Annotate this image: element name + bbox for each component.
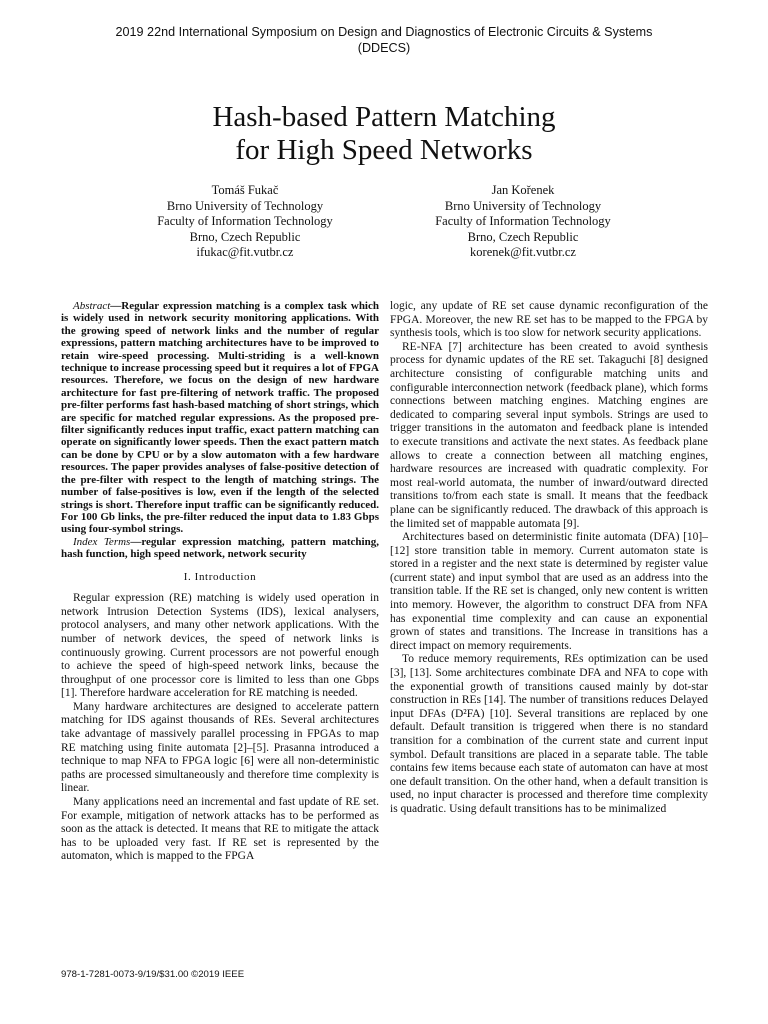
title-line-2: for High Speed Networks xyxy=(235,134,533,166)
author-university: Brno University of Technology xyxy=(166,199,324,214)
body-paragraph: Architectures based on deterministic finite automata (DFA) [10]–[12] store transition table in memory. Current automaton state is stored in a register and the next state is determined by register value (current state) and input symbol that are used as an address into the transition table. If the RE set is changed, only new content is written into memory. However, the algorithm to construct DFA from NFA has exponential time complexity and can cause an exponential grown of states and transitions. The Increase in transitions has a direct impact on memory requirements. xyxy=(390,531,708,652)
index-terms-text: —regular expression matching, pattern matching, hash function, high speed network, network security xyxy=(61,535,379,561)
conference-name: 2019 22nd International Symposium on Design and Diagnostics of Electronic Circuits & Systems xyxy=(115,25,653,39)
body-paragraph: To reduce memory requirements, REs optimization can be used [3], [13]. Some architectures combinate DFA and NFA to cope with the exponential growth of transitions caused mainly by dot-star construction in REs [14]. The number of transitions reduces Delayed input DFAs (D²FA) [10]. Several transitions are replaced by one default. Default transition is triggered when there is no standard transition for a combination of the current state and current input symbol. Default transitions are placed in a separate table. The table contains few items because each state of automaton can have at most one default transition. On the other hand, when a default transition is used, no input character is processed and therefore time complexity is quadratic. Using default transitions has to be minimalized xyxy=(390,653,708,815)
paper-title xyxy=(0,101,768,167)
index-terms xyxy=(61,536,379,561)
author-location: Brno, Czech Republic xyxy=(189,229,301,244)
abstract-text: —Regular expression matching is a complex task which is widely used in network security monitoring applications. With the growing speed of network links and the number of regular expressions, pattern matching architectures have to be improved to retain wire-speed processing. Multi-striding is a well-known technique to increase processing speed but it requires a lot of FPGA resources. Therefore, we focus on the design of new hardware architecture for fast pre-filtering of network traffic. The proposed pre-filter performs fast hash-based matching of short strings, which are specific for matched regular expressions. As the proposed pre-filter significantly reduces input traffic, exact pattern matching can operate on significantly lower speeds. Then the exact pattern match can be done by CPU or by a slow automaton with a few hardware resources. The paper provides analyses of false-positive detection of the pre-filter with respect to the length of matching strings. The number of false-positives is low, even if the length of the selected strings is short. Therefore input traffic can be significantly reduced. For 100 Gb links, the pre-filter reduced the input data to 1.83 Gbps using four-symbol strings. xyxy=(61,300,379,536)
conference-acronym: (DDECS) xyxy=(357,41,411,55)
author-name: Tomáš Fukač xyxy=(211,183,279,197)
left-column xyxy=(61,300,379,864)
body-paragraph: Many applications need an incremental and fast update of RE set. For example, mitigation of network attacks has to be performed as soon as the attack is detected. It means that RE to mitigate the attack has to be uploaded very fast. If RE set is represented by the automaton, which is mapped to the FPGA xyxy=(61,796,379,863)
author-email[interactable]: korenek@fit.vutbr.cz xyxy=(470,244,576,259)
author-block-korenek xyxy=(383,183,663,260)
author-university: Brno University of Technology xyxy=(444,199,602,214)
author-block-fukac xyxy=(105,183,385,260)
index-terms-label: Index Terms xyxy=(73,535,131,548)
author-faculty: Faculty of Information Technology xyxy=(435,214,611,229)
abstract xyxy=(61,300,379,536)
body-paragraph: Regular expression (RE) matching is widely used operation in network Intrusion Detection Systems (IDS), lexical analysers, protocol analysers, and many other network applications. With the number of network devices, the speed of network links is continuously growing. Current processors are not powerful enough to achieve the speed of high-speed network links, because the throughput of one processor core is limited to less than one Gbps [1]. Therefore hardware acceleration for RE matching is needed. xyxy=(61,592,379,700)
section-heading-introduction: I. Introduction xyxy=(183,570,257,583)
author-email[interactable]: ifukac@fit.vutbr.cz xyxy=(196,244,294,259)
copyright-footer: 978-1-7281-0073-9/19/$31.00 ©2019 IEEE xyxy=(61,969,245,980)
author-location: Brno, Czech Republic xyxy=(467,229,579,244)
author-name: Jan Kořenek xyxy=(491,183,555,197)
right-column xyxy=(390,300,708,817)
conference-header xyxy=(0,24,768,56)
body-paragraph: Many hardware architectures are designed to accelerate pattern matching for IDS against thousands of REs. Several architectures take advantage of massively parallel processing in FPGAs to map RE matching using finite automata [2]–[5]. Prasanna introduced a technique to map NFA to FPGA logic [6] were all non-deterministic paths are processed simultaneously and therefore time complexity is linear. xyxy=(61,700,379,795)
body-paragraph: logic, any update of RE set cause dynamic reconfiguration of the FPGA. Moreover, the new RE set has to be mapped to the FPGA by synthesis tools, which is too slow for network security applications. xyxy=(390,300,708,340)
body-paragraph: RE-NFA [7] architecture has been created to avoid synthesis process for dynamic updates of the RE set. Takaguchi [8] designed architecture consisting of configurable matching units and configurable interconnection network (feedback plane), which forms connections between matching engines. Matching engines are dedicated to comparing several input symbols. Strings are used to trigger transitions in the automaton and feedback plane is intended to execute transitions and activate the next states. As feedback plane allows to create a connection between all matching engines, hardware resources are increased with quadratic complexity. For most real-world automata, the number of inward/outward directed transitions to/from each state is small. It means that the feedback plane can be significantly reduced. The drawback of this approach is the limited set of mappable automata [9]. xyxy=(390,340,708,530)
title-line-1: Hash-based Pattern Matching xyxy=(212,101,556,133)
abstract-label: Abstract xyxy=(73,300,111,312)
author-faculty: Faculty of Information Technology xyxy=(157,214,333,229)
